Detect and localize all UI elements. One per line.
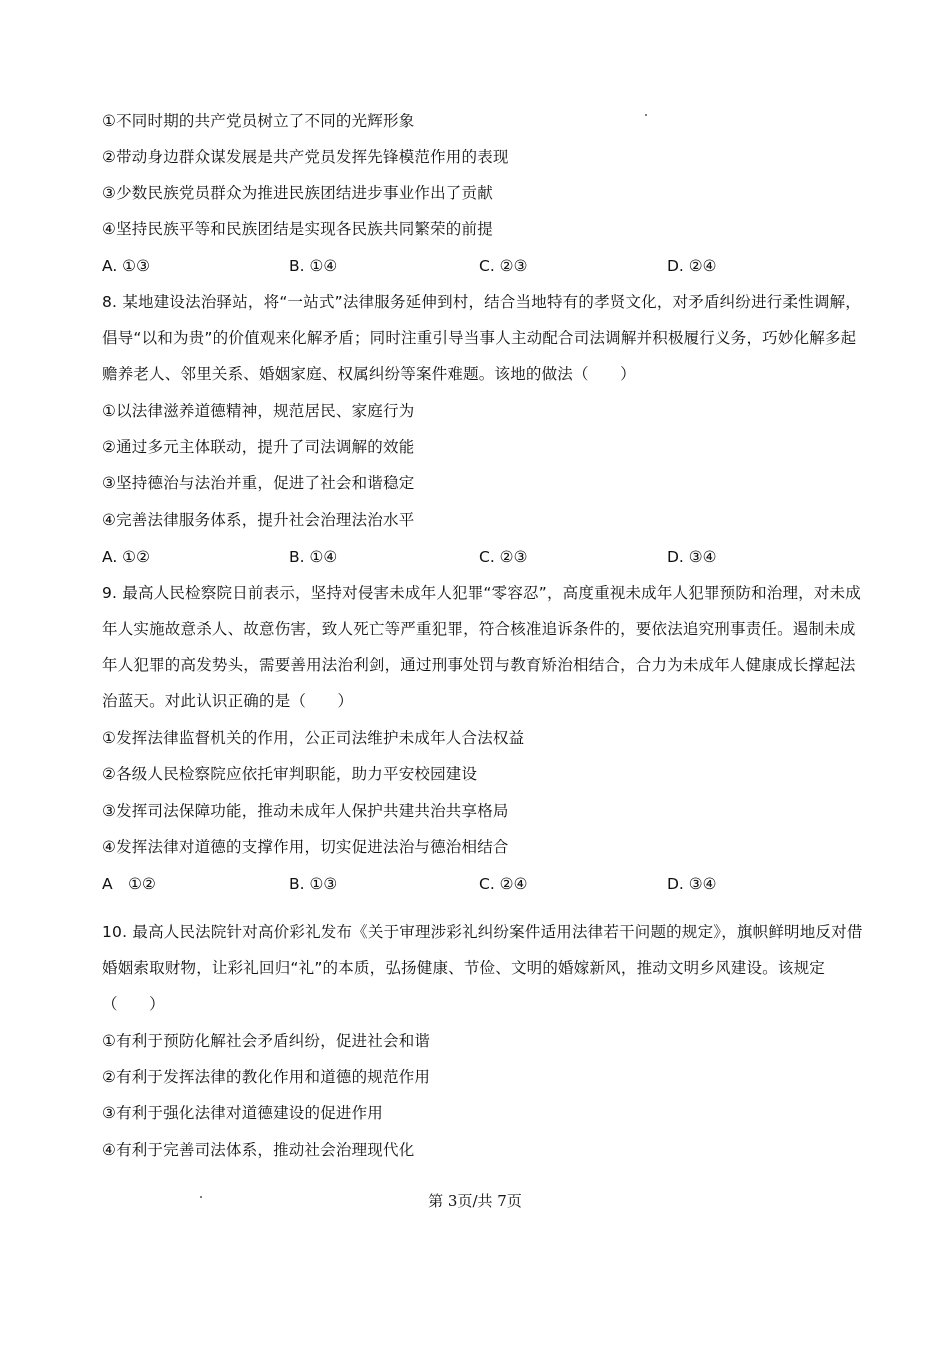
q8-option-c: C. ②③ (479, 548, 528, 566)
q8-item-1: ①以法律滋养道德精神，规范居民、家庭行为 (102, 402, 415, 420)
q10-item-2: ②有利于发挥法律的教化作用和道德的规范作用 (102, 1068, 431, 1086)
q9-item-4: ④发挥法律对道德的支撑作用，切实促进法治与德治相结合 (102, 838, 509, 856)
q9-option-b: B. ①③ (289, 875, 338, 893)
q8-option-a: A. ①② (102, 548, 150, 566)
q10-stem: 10. 最高人民法院针对高价彩礼发布《关于审理涉彩礼纠纷案件适用法律若干问题的规定》，旗帜鲜明地反对借婚姻索取财物，让彩礼回归“礼”的本质，弘扬健康、节俭、文明的婚嫁新风，推动文明乡风建设。该规定（ ） (102, 923, 863, 1013)
q9-item-1: ①发挥法律监督机关的作用，公正司法维护未成年人合法权益 (102, 729, 525, 747)
q9-stem: 9. 最高人民检察院日前表示，坚持对侵害未成年人犯罪“零容忍”，高度重视未成年人犯罪预防和治理，对未成年人实施故意杀人、故意伤害，致人死亡等严重犯罪，符合核准追诉条件的，要依法追究刑事责任。遏制未成年人犯罪的高发势头，需要善用法治利剑，通过刑事处罚与教育矫治相结合，合力为未成年人健康成长撑起法治蓝天。对此认识正确的是（ ） (102, 584, 861, 710)
q9-item-3: ③发挥司法保障功能，推动未成年人保护共建共治共享格局 (102, 802, 509, 820)
q9-option-d: D. ③④ (667, 875, 717, 893)
q9-option-c: C. ②④ (479, 875, 528, 893)
q10-item-3: ③有利于强化法律对道德建设的促进作用 (102, 1104, 383, 1122)
q8-item-3: ③坚持德治与法治并重，促进了社会和谐稳定 (102, 474, 415, 492)
q7-item-3: ③少数民族党员群众为推进民族团结进步事业作出了贡献 (102, 184, 493, 202)
q7-option-d: D. ②④ (667, 257, 717, 275)
q7-option-c: C. ②③ (479, 257, 528, 275)
q8-option-d: D. ③④ (667, 548, 717, 566)
q8-stem: 8. 某地建设法治驿站，将“一站式”法律服务延伸到村，结合当地特有的孝贤文化，对矛盾纠纷进行柔性调解，倡导“以和为贵”的价值观来化解矛盾；同时注重引导当事人主动配合司法调解并积极履行义务，巧妙化解多起赡养老人、邻里关系、婚姻家庭、权属纠纷等案件难题。该地的做法（ ） (102, 293, 861, 383)
q7-item-1: ①不同时期的共产党员树立了不同的光辉形象 (102, 112, 415, 130)
q8-item-2: ②通过多元主体联动，提升了司法调解的效能 (102, 438, 415, 456)
page-number: 第 3页/共 7页 (428, 1192, 522, 1210)
q9-options (102, 874, 842, 894)
q9-option-a: A ①② (102, 875, 156, 893)
q8-option-b: B. ①④ (289, 548, 338, 566)
q8-options (102, 547, 842, 567)
q7-option-a: A. ①③ (102, 257, 150, 275)
q7-option-b: B. ①④ (289, 257, 338, 275)
q9-item-2: ②各级人民检察院应依托审判职能，助力平安校园建设 (102, 765, 478, 783)
q10-item-4: ④有利于完善司法体系，推动社会治理现代化 (102, 1141, 415, 1159)
q7-options (102, 256, 842, 276)
q10-item-1: ①有利于预防化解社会矛盾纠纷，促进社会和谐 (102, 1032, 431, 1050)
q7-item-2: ②带动身边群众谋发展是共产党员发挥先锋模范作用的表现 (102, 148, 509, 166)
q7-item-4: ④坚持民族平等和民族团结是实现各民族共同繁荣的前提 (102, 220, 493, 238)
q8-item-4: ④完善法律服务体系，提升社会治理法治水平 (102, 511, 415, 529)
